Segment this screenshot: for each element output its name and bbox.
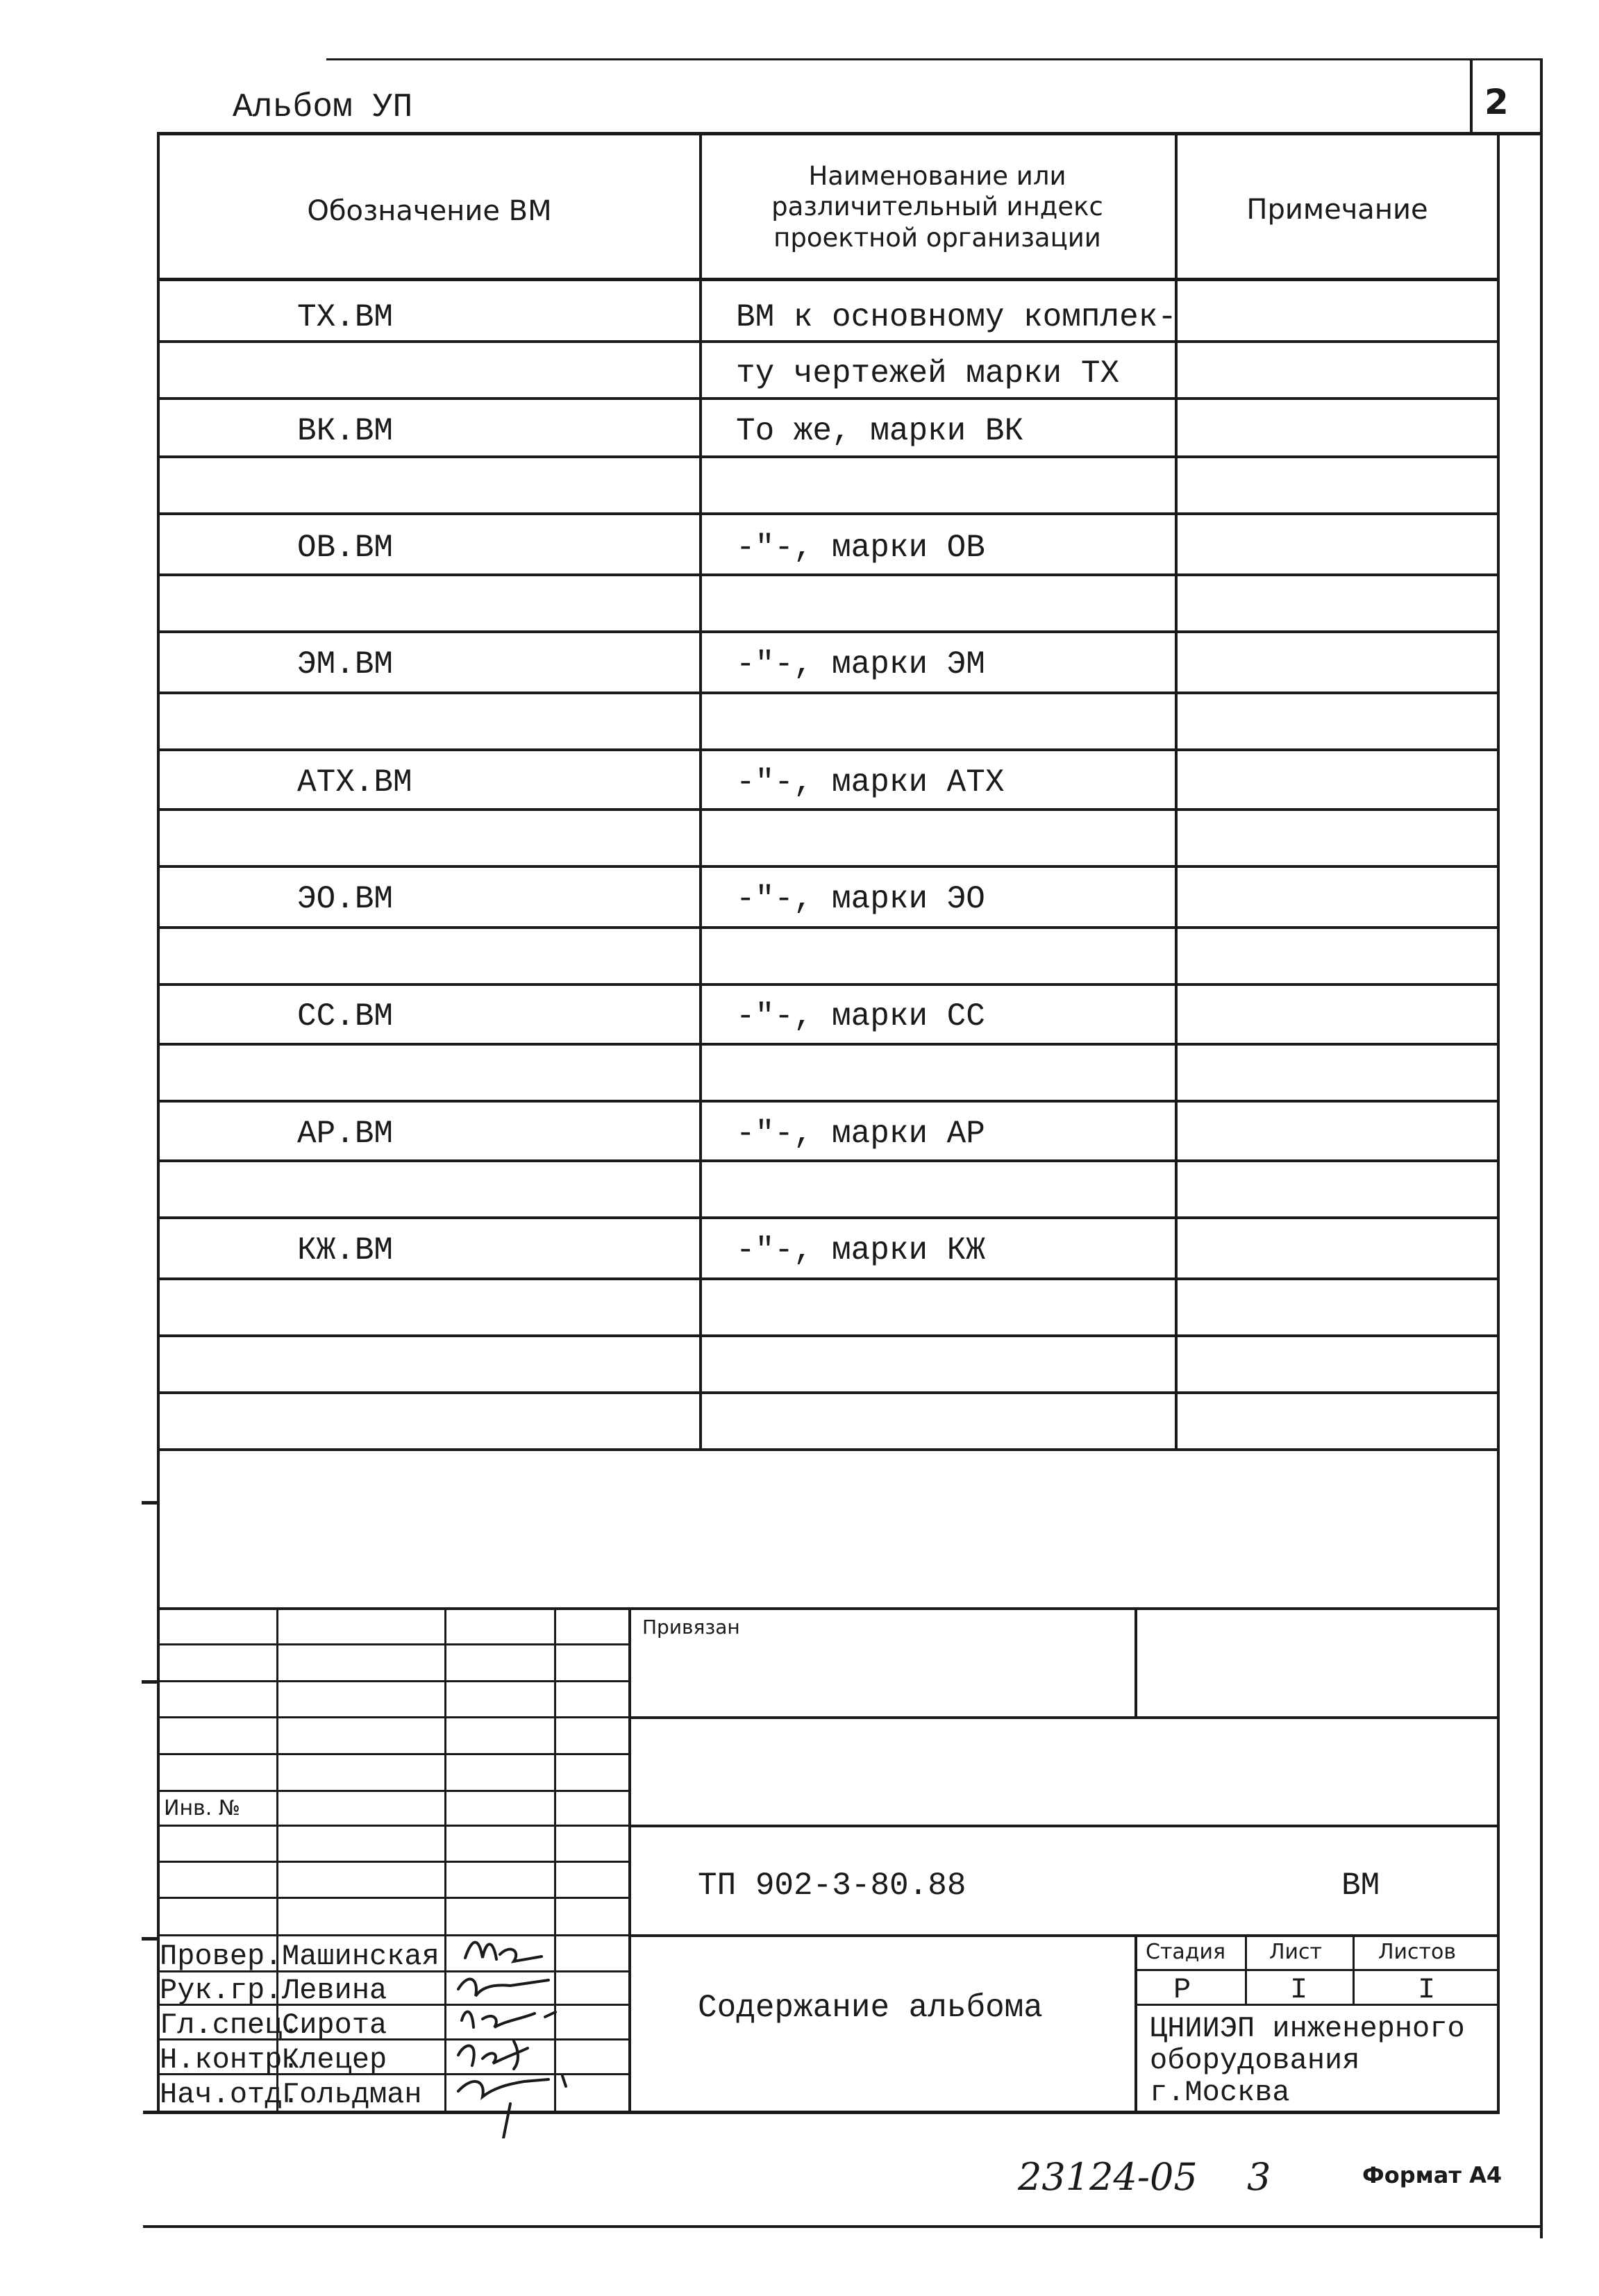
signature-name-2: Левина xyxy=(282,1974,387,2007)
sheets-label: Листов xyxy=(1378,1940,1457,1964)
album-title: Альбом УП xyxy=(233,89,413,126)
row-5-designation: ОВ.ВМ xyxy=(297,530,394,566)
signature-role-5: Нач.отд. xyxy=(160,2078,300,2111)
row-3-designation: ВК.ВМ xyxy=(297,413,394,449)
row-17-designation: КЖ.ВМ xyxy=(297,1232,394,1268)
sheets-value: I xyxy=(1418,1973,1436,2006)
row-9-designation: АТХ.ВМ xyxy=(297,764,412,801)
header-name: Наименование или различительный индекс проектной организации xyxy=(771,161,1103,253)
row-15-designation: АР.ВМ xyxy=(297,1116,394,1152)
handwritten-signatures xyxy=(444,1930,632,2138)
header-designation: Обозначение ВМ xyxy=(307,195,552,227)
row-11-name: -"-, марки ЭО xyxy=(736,881,985,917)
organization-line-2: оборудования xyxy=(1150,2044,1360,2077)
row-13-name: -"-, марки СС xyxy=(736,998,985,1034)
sheet-number: 2 xyxy=(1484,82,1509,122)
row-17-name: -"-, марки КЖ xyxy=(736,1232,985,1268)
organization-line-1: ЦНИИЭП инженерного xyxy=(1150,2012,1465,2045)
signature-role-1: Провер. xyxy=(160,1940,283,1973)
row-11-designation: ЭО.ВМ xyxy=(297,881,394,917)
row-15-name: -"-, марки АР xyxy=(736,1116,985,1152)
signature-name-4: Клецер xyxy=(282,2043,387,2077)
header-note: Примечание xyxy=(1246,194,1428,226)
signature-role-2: Рук.гр. xyxy=(160,1974,283,2007)
row-13-designation: СС.ВМ xyxy=(297,998,394,1034)
signature-role-3: Гл.спец. xyxy=(160,2009,300,2042)
bound-label: Привязан xyxy=(642,1616,740,1639)
stage-value: Р xyxy=(1173,1973,1191,2006)
row-7-name: -"-, марки ЭМ xyxy=(736,646,985,682)
row-2-name: ту чертежей марки ТХ xyxy=(736,355,1120,392)
sheet-label: Лист xyxy=(1269,1940,1323,1964)
row-3-name: То же, марки ВК xyxy=(736,413,1024,449)
signature-name-1: Машинская xyxy=(282,1940,439,1973)
doc-mark: ВМ xyxy=(1341,1868,1380,1904)
signature-role-4: Н.контр. xyxy=(160,2043,300,2077)
archive-number: 23124-05 xyxy=(1018,2155,1198,2199)
row-5-name: -"-, марки ОВ xyxy=(736,530,985,566)
organization-line-3: г.Москва xyxy=(1150,2076,1290,2109)
sheet-value: I xyxy=(1290,1973,1308,2006)
stage-label: Стадия xyxy=(1146,1940,1226,1964)
row-1-designation: ТХ.ВМ xyxy=(297,299,394,335)
row-7-designation: ЭМ.ВМ xyxy=(297,646,394,682)
inv-number-label: Инв. № xyxy=(164,1796,241,1820)
project-code: ТП 902-3-80.88 xyxy=(698,1868,966,1904)
doc-title: Содержание альбома xyxy=(698,1990,1043,2026)
row-9-name: -"-, марки АТХ xyxy=(736,764,1005,801)
format-label: Формат А4 xyxy=(1362,2162,1502,2188)
signature-name-3: Сирота xyxy=(282,2009,387,2042)
signature-name-5: Гольдман xyxy=(282,2078,422,2111)
copy-number: 3 xyxy=(1247,2155,1271,2199)
row-1-name: ВМ к основному комплек- xyxy=(736,299,1177,335)
